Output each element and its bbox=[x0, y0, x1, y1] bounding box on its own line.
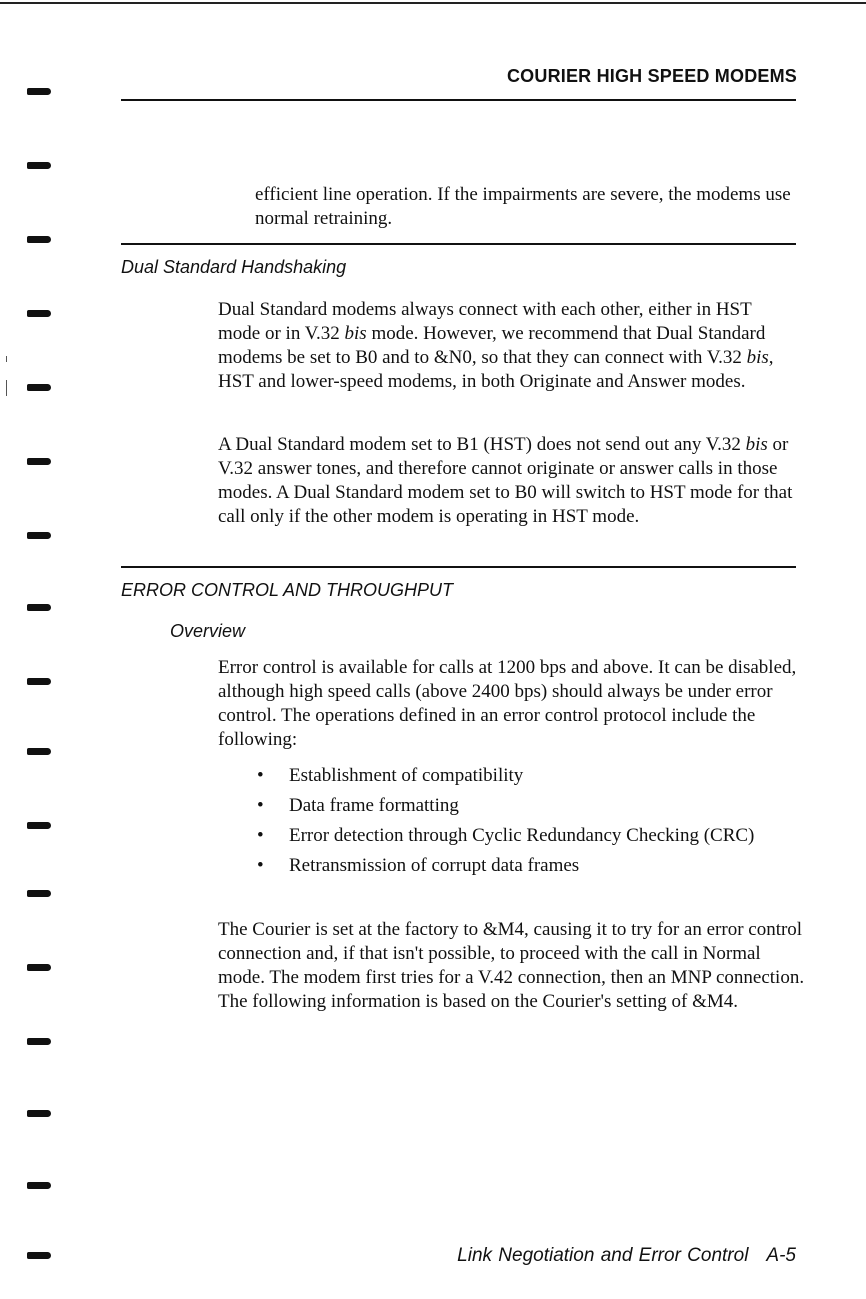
continuation-paragraph: efficient line operation. If the impairments are severe, the modems use normal retraining. bbox=[255, 184, 791, 229]
running-head: COURIER HIGH SPEED MODEMS bbox=[506, 66, 797, 86]
bullet-icon: • bbox=[257, 795, 264, 816]
italic-term: bis bbox=[745, 434, 768, 455]
binding-mark bbox=[27, 604, 51, 611]
list-item-text: Establishment of compatibility bbox=[289, 765, 524, 786]
italic-term: bis bbox=[344, 323, 367, 344]
text-run: , HST and lower-speed modems, in both Originate and Answer modes. bbox=[218, 347, 774, 392]
text-run: A Dual Standard modem set to B1 (HST) does not send out any V.32 bbox=[218, 434, 746, 455]
list-item bbox=[257, 794, 787, 818]
binding-mark bbox=[27, 748, 51, 755]
top-border-rule bbox=[0, 2, 866, 4]
binding-mark bbox=[27, 458, 51, 465]
binding-mark bbox=[27, 1038, 51, 1045]
binding-mark bbox=[27, 1252, 51, 1259]
bullet-icon: • bbox=[257, 855, 264, 876]
text-run: or V.32 answer tones, and therefore cannot originate or answer calls in those modes. A Dual Standard modem set to B0 will switch to HST mode for that call only if the other modem is operating in HST mode. bbox=[218, 434, 793, 527]
binding-mark bbox=[27, 162, 51, 169]
binding-mark bbox=[27, 964, 51, 971]
binding-mark bbox=[27, 88, 51, 95]
binding-mark bbox=[27, 384, 51, 391]
binding-mark bbox=[27, 532, 51, 539]
bullet-icon: • bbox=[257, 825, 264, 846]
list-item bbox=[257, 764, 787, 788]
error-control-heading: ERROR CONTROL AND THROUGHPUT bbox=[121, 580, 454, 600]
page-footer bbox=[457, 1245, 796, 1267]
italic-term: bis bbox=[746, 347, 769, 368]
footer-title: Link Negotiation and Error Control bbox=[457, 1245, 749, 1266]
scan-speck bbox=[6, 356, 7, 362]
error-control-closing: The Courier is set at the factory to &M4, causing it to try for an error control connection and, if that isn't possible, to proceed with the call in Normal mode. The modem first tries for a V.42 connection, then an MNP connection. The following information is based on the Courier's setting of &M4. bbox=[218, 919, 805, 1012]
dual-standard-paragraph-2 bbox=[218, 433, 793, 529]
error-control-intro: Error control is available for calls at 1200 bps and above. It can be disabled, although high speed calls (above 2400 bps) should always be under error control. The operations defined in an error control protocol include the following: bbox=[218, 657, 797, 750]
binding-mark bbox=[27, 236, 51, 243]
list-item-text: Retransmission of corrupt data frames bbox=[289, 855, 580, 876]
list-item bbox=[257, 824, 787, 848]
list-item bbox=[257, 854, 787, 878]
binding-mark bbox=[27, 678, 51, 685]
dual-standard-paragraph-1 bbox=[218, 298, 793, 394]
binding-mark bbox=[27, 1110, 51, 1117]
section-rule bbox=[121, 566, 796, 568]
overview-subheading: Overview bbox=[170, 621, 246, 641]
page-number: A-5 bbox=[766, 1245, 796, 1266]
binding-mark bbox=[27, 1182, 51, 1189]
text-run: Dual Standard modems always connect with each other, either in HST mode or in V.32 bbox=[218, 299, 752, 344]
dual-standard-heading: Dual Standard Handshaking bbox=[121, 257, 347, 277]
scan-speck bbox=[6, 380, 7, 396]
binding-mark bbox=[27, 310, 51, 317]
list-item-text: Data frame formatting bbox=[289, 795, 459, 816]
section-rule bbox=[121, 243, 796, 245]
binding-mark bbox=[27, 890, 51, 897]
operations-list bbox=[257, 764, 787, 884]
text-run: mode. However, we recommend that Dual Standard modems be set to B0 and to &N0, so that they can connect with V.32 bbox=[218, 323, 766, 368]
list-item-text: Error detection through Cyclic Redundancy Checking (CRC) bbox=[289, 825, 755, 846]
header-rule bbox=[121, 99, 796, 101]
bullet-icon: • bbox=[257, 765, 264, 786]
binding-mark bbox=[27, 822, 51, 829]
